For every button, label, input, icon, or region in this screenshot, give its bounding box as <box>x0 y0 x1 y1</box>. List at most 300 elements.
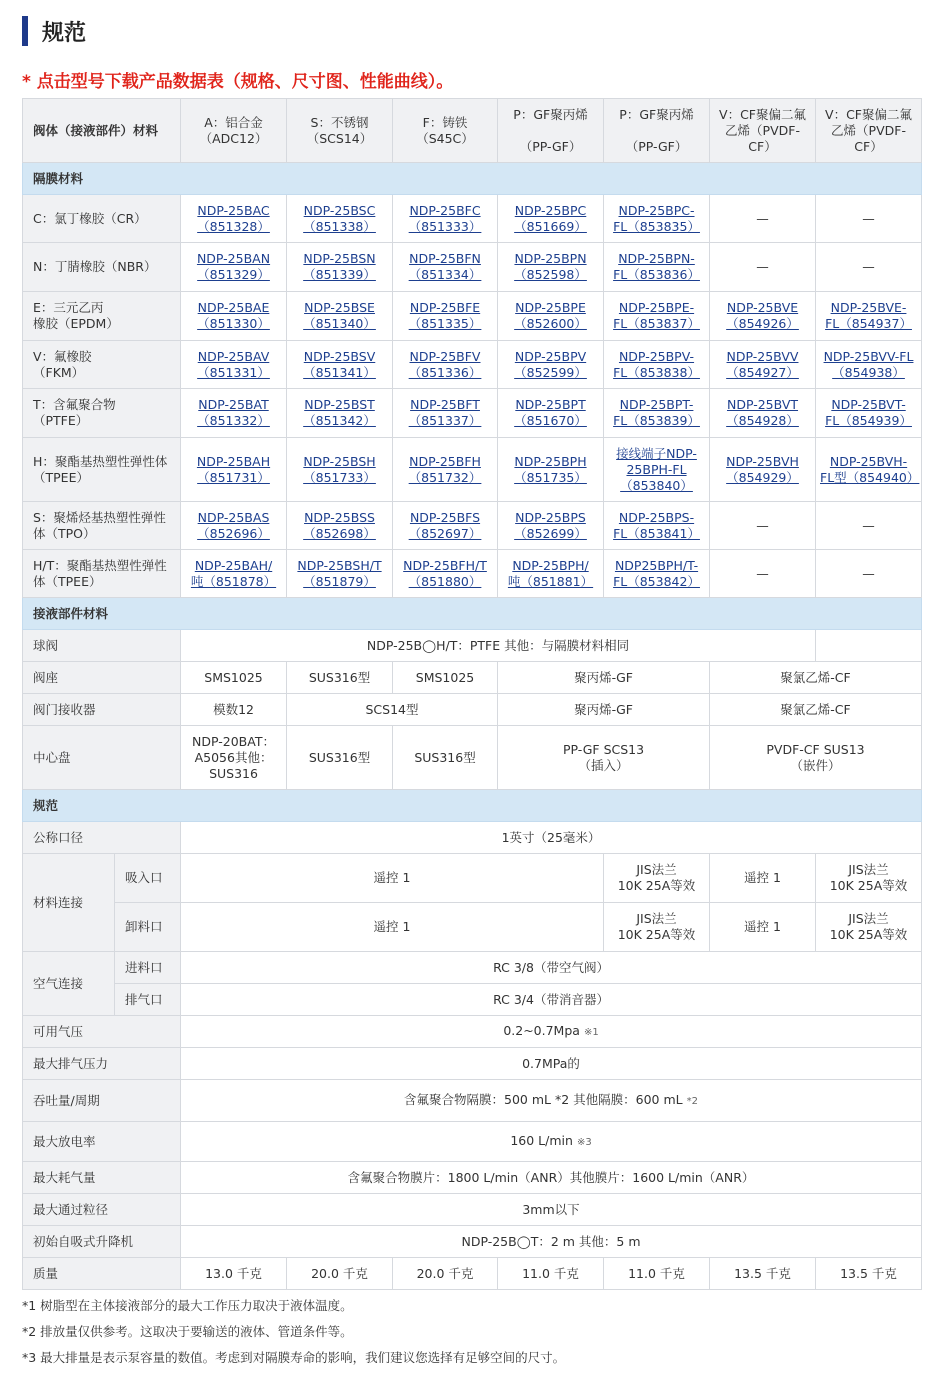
cell-text-line: 体（TPEE） <box>33 573 102 589</box>
row-label: 质量 <box>23 1258 181 1290</box>
model-link-cell[interactable] <box>816 292 922 341</box>
table-cell: 模数12 <box>181 694 287 726</box>
material-column-header <box>710 99 816 163</box>
mass-value: 20.0 千克 <box>393 1258 498 1290</box>
cell-text-line: CF） <box>854 138 883 154</box>
model-link-text[interactable]: FL（853841） <box>613 525 700 541</box>
model-link-text[interactable]: （851334） <box>408 267 482 282</box>
max-discharge-row <box>23 1048 922 1080</box>
cell-text-line: — <box>862 517 875 533</box>
model-link-cell[interactable] <box>710 292 816 341</box>
model-link-text[interactable]: NDP-25BVE- <box>830 300 907 315</box>
cell-text-line: （ADC12） <box>199 130 268 146</box>
diaphragm-row <box>23 341 922 389</box>
model-link-text[interactable]: （851732） <box>408 469 482 485</box>
model-link-cell[interactable] <box>393 502 498 550</box>
table-cell: SUS316型 <box>287 726 393 790</box>
model-link-text[interactable]: NDP-25BSE <box>304 300 375 315</box>
ball-valve-value: NDP-25B◯H/T：PTFE 其他：与隔膜材料相同 <box>181 630 816 662</box>
cell-text-line: — <box>862 259 875 274</box>
model-link-text[interactable]: （852699） <box>514 525 587 541</box>
model-link-text[interactable]: NDP-25BPC <box>514 202 587 218</box>
model-link-cell[interactable] <box>287 550 393 598</box>
table-cell: SUS316型 <box>287 662 393 694</box>
row-label: 最大放电率 <box>23 1122 181 1162</box>
model-link-cell[interactable] <box>393 243 498 292</box>
cell-text-line: P：GF聚丙烯 <box>513 106 588 122</box>
cell-text-line: JIS法兰 <box>848 862 889 877</box>
cell-text-line: （嵌件） <box>790 757 841 773</box>
model-link-cell[interactable] <box>287 292 393 341</box>
section-specification <box>23 790 922 822</box>
model-link-text[interactable]: （851733） <box>303 469 376 485</box>
table-cell <box>181 726 287 790</box>
model-link-text[interactable]: （851333） <box>408 218 482 234</box>
table-cell <box>816 854 922 903</box>
cell-text-line: PP-GF SCS13 <box>562 741 645 757</box>
table-cell: SMS1025 <box>393 662 498 694</box>
model-link-cell[interactable] <box>604 292 710 341</box>
cell-text-line: 体（TPO） <box>33 525 96 541</box>
table-cell: 聚丙烯-GF <box>498 694 710 726</box>
diaphragm-label <box>23 438 181 502</box>
model-link-cell[interactable] <box>181 438 287 502</box>
model-link-text[interactable]: FL（853835） <box>613 218 700 234</box>
table-cell: 含氟聚合物膜片：1800 L/min（ANR）其他膜片：1600 L/min（ANR） <box>181 1162 922 1194</box>
model-link-cell[interactable] <box>604 195 710 243</box>
table-cell: NDP-25B◯T：2 m 其他：5 m <box>181 1226 922 1258</box>
not-available-cell <box>816 550 922 598</box>
model-link-text[interactable]: FL（853836） <box>613 267 700 282</box>
mass-value: 20.0 千克 <box>287 1258 393 1290</box>
ball-valve-row <box>23 630 922 662</box>
cell-text-line: JIS法兰 <box>848 911 889 926</box>
header-row <box>23 99 922 163</box>
model-link-cell[interactable] <box>287 438 393 502</box>
model-link-text[interactable]: NDP-25BAH <box>196 453 271 469</box>
cell-text-line: JIS法兰 <box>636 862 677 877</box>
table-cell <box>604 903 710 952</box>
cell-text-line: F：铸铁 <box>422 114 468 130</box>
cell-text-line: A：铝合金 <box>204 114 263 130</box>
model-link-cell[interactable] <box>181 502 287 550</box>
model-link-text[interactable]: NDP-25BAN <box>196 251 271 266</box>
spec-table <box>22 98 922 1290</box>
center-disk-row <box>23 726 922 790</box>
cell-text-line: SUS316 <box>209 765 258 781</box>
not-available-cell <box>816 502 922 550</box>
cell-text-line: 10K 25A等效 <box>617 927 696 942</box>
model-link-text[interactable]: （851341） <box>303 364 376 380</box>
section-wetted-parts <box>23 598 922 630</box>
model-link-text[interactable]: NDP-25BFV <box>409 348 481 364</box>
model-link-text[interactable]: NDP-25BAT <box>198 397 269 412</box>
table-cell: RC 3/4（带消音器） <box>181 984 922 1016</box>
row-label: 空气连接 <box>23 952 115 1016</box>
model-link-text[interactable]: 吨（851881） <box>507 573 594 589</box>
model-link-cell[interactable] <box>498 550 604 598</box>
model-link-text[interactable]: FL（853838） <box>613 364 700 380</box>
max-particle-row <box>23 1194 922 1226</box>
download-notice: * 点击型号下载产品数据表（规格、尺寸图、性能曲线）。 <box>22 72 454 92</box>
model-link-text[interactable]: FL（853839） <box>613 413 700 428</box>
model-link-cell[interactable] <box>181 292 287 341</box>
cell-text-line: （TPEE） <box>33 469 89 485</box>
cell-text-line: H：聚酯基热塑性弹性体 <box>33 453 168 469</box>
model-link-text[interactable]: FL（853837） <box>613 316 700 331</box>
model-link-text[interactable]: NDP-25BSV <box>303 348 376 364</box>
row-label: 阀座 <box>23 662 181 694</box>
model-link-text[interactable]: NDP-25BAH/ <box>194 557 273 573</box>
footnote: *2 排放量仅供参考。这取决于要输送的液体、管道条件等。 <box>22 1324 353 1339</box>
table-cell <box>498 726 710 790</box>
model-link-cell[interactable] <box>604 550 710 598</box>
inlet-row <box>23 854 922 903</box>
model-link-cell[interactable] <box>393 438 498 502</box>
cell-text-line: （PP-GF） <box>625 138 688 154</box>
cell-text-line: 10K 25A等效 <box>829 878 908 893</box>
diaphragm-label <box>23 502 181 550</box>
model-link-cell[interactable] <box>604 438 710 502</box>
row-label: 公称口径 <box>23 822 181 854</box>
diaphragm-label <box>23 292 181 341</box>
model-link-cell[interactable] <box>181 550 287 598</box>
table-cell: 聚氯乙烯-CF <box>710 662 922 694</box>
footnotes <box>22 1298 921 1366</box>
model-link-text[interactable]: NDP-25BVE <box>726 300 799 315</box>
model-link-text[interactable]: NDP-25BVT <box>726 397 799 412</box>
model-link-text[interactable]: NDP-25BFT <box>410 397 480 412</box>
not-available-cell <box>710 502 816 550</box>
material-column-header <box>393 99 498 163</box>
mass-value: 13.5 千克 <box>816 1258 922 1290</box>
model-link-text[interactable]: （851340） <box>303 316 376 331</box>
model-link-text[interactable]: 25BPH-FL <box>626 461 687 477</box>
model-link-text[interactable]: （851731） <box>197 469 270 485</box>
model-link-text[interactable]: （854928） <box>726 413 799 428</box>
section-title: 规范 <box>23 790 922 822</box>
mass-value: 11.0 千克 <box>498 1258 604 1290</box>
row-label: 初始自吸式升降机 <box>23 1226 181 1258</box>
cell-text-line: T：含氟聚合物 <box>33 397 116 412</box>
model-link-text[interactable]: NDP-25BSH/T <box>297 557 382 573</box>
cell-text-line: （PTFE） <box>33 413 89 428</box>
sub-label: 排气口 <box>115 984 181 1016</box>
model-link-text[interactable]: （851342） <box>303 413 376 428</box>
model-link-text[interactable]: NDP-25BSN <box>303 251 376 266</box>
cell-text-line: 橡胶（EPDM） <box>33 316 119 331</box>
model-link-text[interactable]: NDP-25BFS <box>409 509 481 525</box>
cell-text-line: — <box>756 210 769 226</box>
footnote: *3 最大排量是表示泵容量的数值。考虑到对隔膜寿命的影响，我们建议您选择有足够空间的尺寸。 <box>22 1350 566 1365</box>
model-link-cell[interactable] <box>604 341 710 389</box>
air-consumption-row <box>23 1162 922 1194</box>
model-link-text[interactable]: （851338） <box>303 218 376 234</box>
model-link-text[interactable]: FL（854939） <box>825 413 912 428</box>
model-link-text[interactable]: NDP-25BAC <box>197 202 270 218</box>
model-link-text[interactable]: NDP-25BFH/T <box>403 557 487 573</box>
row-label: 最大通过粒径 <box>23 1194 181 1226</box>
table-cell <box>710 726 922 790</box>
table-cell: 遥控 1 <box>181 854 604 903</box>
diaphragm-row <box>23 292 922 341</box>
model-link-text[interactable]: FL（854937） <box>825 316 912 331</box>
model-link-text[interactable]: NDP-25BPV <box>514 348 587 364</box>
model-link-text[interactable]: （851329） <box>197 267 270 282</box>
model-link-text[interactable]: （851335） <box>408 316 482 331</box>
nominal-row <box>23 822 922 854</box>
model-link-text[interactable]: （854938） <box>832 364 905 380</box>
model-link-text[interactable]: NDP-25BVT- <box>831 397 906 412</box>
cell-text-line: P：GF聚丙烯 <box>619 106 694 122</box>
model-link-cell[interactable] <box>393 550 498 598</box>
model-link-text[interactable]: （852696） <box>197 525 270 541</box>
cell-text-line: （FKM） <box>33 364 85 380</box>
material-column-header <box>816 99 922 163</box>
value-text: 0.2~0.7Mpa <box>503 1022 580 1038</box>
table-cell <box>181 1080 922 1122</box>
model-link-cell[interactable] <box>287 243 393 292</box>
sub-label: 吸入口 <box>115 854 181 903</box>
model-link-text[interactable]: （851735） <box>514 469 587 485</box>
model-link-text[interactable]: NDP-25BPE <box>515 300 586 315</box>
row-label: 可用气压 <box>23 1016 181 1048</box>
model-link-text[interactable]: NDP-25BPC- <box>618 202 695 218</box>
diaphragm-row <box>23 243 922 292</box>
model-link-text[interactable]: 接线端子NDP- <box>616 445 697 461</box>
mass-value: 13.5 千克 <box>710 1258 816 1290</box>
model-link-text[interactable]: （852698） <box>303 525 376 541</box>
value-text: 160 L/min <box>510 1132 573 1148</box>
cell-text-line: C：氯丁橡胶（CR） <box>33 210 147 226</box>
model-link-text[interactable]: （854929） <box>726 469 799 485</box>
diaphragm-row <box>23 502 922 550</box>
cell-text-line: H/T：聚酯基热塑性弹性 <box>33 557 167 573</box>
model-link-text[interactable]: NDP-25BFN <box>409 251 481 266</box>
empty-cell <box>816 630 922 662</box>
mass-row <box>23 1258 922 1290</box>
model-link-text[interactable]: NDP-25BVH <box>726 453 799 469</box>
material-column-header <box>287 99 393 163</box>
diaphragm-row <box>23 389 922 438</box>
mass-value: 11.0 千克 <box>604 1258 710 1290</box>
model-link-text[interactable]: （851669） <box>514 218 587 234</box>
model-link-text[interactable]: NDP-25BPV- <box>618 348 695 364</box>
cell-text-line: — <box>756 259 769 274</box>
table-cell: 遥控 1 <box>181 903 604 952</box>
self-priming-row <box>23 1226 922 1258</box>
model-link-text[interactable]: NDP-25BSC <box>303 202 376 218</box>
cell-text-line: S：聚烯烃基热塑性弹性 <box>33 509 166 525</box>
diaphragm-label <box>23 195 181 243</box>
diaphragm-row <box>23 195 922 243</box>
cell-text-line: CF） <box>748 138 777 154</box>
model-link-text[interactable]: NDP-25BPN- <box>618 251 695 266</box>
model-link-text[interactable]: NDP-25BVV-FL <box>823 348 914 364</box>
cell-text-line: NDP-20BAT： <box>192 733 275 749</box>
model-link-text[interactable]: （852697） <box>408 525 482 541</box>
cell-text-line: 乙烯（PVDF- <box>831 122 906 138</box>
diaphragm-label <box>23 341 181 389</box>
model-link-cell[interactable] <box>393 195 498 243</box>
cell-text-line: 乙烯（PVDF- <box>725 122 800 138</box>
diaphragm-label <box>23 243 181 292</box>
model-link-text[interactable]: NDP-25BPH/ <box>512 557 589 573</box>
model-link-cell[interactable] <box>181 243 287 292</box>
cell-text-line: — <box>756 517 769 533</box>
model-link-cell[interactable] <box>498 502 604 550</box>
footnote: *1 树脂型在主体接液部分的最大工作压力取决于液体温度。 <box>22 1298 353 1313</box>
page-title: 规范 <box>42 20 87 46</box>
cell-text-line: 10K 25A等效 <box>617 878 696 893</box>
model-link-cell[interactable] <box>393 389 498 438</box>
cell-text-line: V：CF聚偏二氟 <box>719 106 806 122</box>
mass-value: 13.0 千克 <box>181 1258 287 1290</box>
section-title: 隔膜材料 <box>23 163 922 195</box>
model-link-text[interactable]: NDP25BPH/T- <box>614 557 699 573</box>
table-cell: 遥控 1 <box>710 854 816 903</box>
model-link-text[interactable]: （851337） <box>408 413 482 428</box>
table-cell: 1英寸（25毫米） <box>181 822 922 854</box>
model-link-text[interactable]: （853840） <box>620 477 693 493</box>
model-link-text[interactable]: NDP-25BFC <box>409 202 481 218</box>
model-link-cell[interactable] <box>816 389 922 438</box>
model-link-text[interactable]: （852598） <box>514 267 587 282</box>
not-available-cell <box>816 195 922 243</box>
model-link-cell[interactable] <box>710 389 816 438</box>
not-available-cell <box>710 195 816 243</box>
value-text: 含氟聚合物隔膜：500 mL *2 其他隔膜：600 mL <box>404 1091 683 1107</box>
model-link-text[interactable]: NDP-25BPT <box>515 397 586 412</box>
model-link-cell[interactable] <box>181 341 287 389</box>
material-column-header <box>498 99 604 163</box>
model-link-cell[interactable] <box>816 438 922 502</box>
model-link-text[interactable]: NDP-25BSS <box>304 509 375 525</box>
model-link-text[interactable]: FL型（854940） <box>820 469 920 485</box>
diaphragm-row <box>23 438 922 502</box>
row-label: 中心盘 <box>23 726 181 790</box>
model-link-cell[interactable] <box>604 389 710 438</box>
valve-seat-row <box>23 662 922 694</box>
model-link-text[interactable]: FL（853842） <box>613 573 700 589</box>
model-link-text[interactable]: 吨（851878） <box>190 573 277 589</box>
model-link-text[interactable]: （851336） <box>408 364 482 380</box>
model-link-cell[interactable] <box>181 195 287 243</box>
model-link-cell[interactable] <box>498 389 604 438</box>
model-link-cell[interactable] <box>181 389 287 438</box>
model-link-text[interactable]: NDP-25BAV <box>197 348 270 364</box>
model-link-text[interactable]: NDP-25BAS <box>197 509 270 525</box>
model-link-cell[interactable] <box>498 292 604 341</box>
model-link-text[interactable]: （851331） <box>197 364 270 380</box>
not-available-cell <box>710 243 816 292</box>
model-link-cell[interactable] <box>604 502 710 550</box>
model-link-text[interactable]: NDP-25BPH <box>514 453 587 469</box>
cell-text-line: — <box>862 565 875 581</box>
model-link-text[interactable]: （854926） <box>726 316 799 331</box>
model-link-text[interactable]: NDP-25BAE <box>197 300 270 315</box>
model-link-cell[interactable] <box>393 341 498 389</box>
valve-receiver-row <box>23 694 922 726</box>
model-link-text[interactable]: （851670） <box>514 413 587 428</box>
model-link-cell[interactable] <box>287 389 393 438</box>
model-link-cell[interactable] <box>498 243 604 292</box>
outlet-row <box>23 903 922 952</box>
table-cell: RC 3/8（带空气阀） <box>181 952 922 984</box>
cell-text-line: S：不锈钢 <box>310 114 369 130</box>
model-link-text[interactable]: NDP-25BSH <box>303 453 376 469</box>
model-link-text[interactable]: （851339） <box>303 267 376 282</box>
model-link-cell[interactable] <box>393 292 498 341</box>
model-link-text[interactable]: （851332） <box>197 413 270 428</box>
sub-label: 进料口 <box>115 952 181 984</box>
model-link-cell[interactable] <box>287 341 393 389</box>
model-link-cell[interactable] <box>287 195 393 243</box>
air-in-row <box>23 952 922 984</box>
cell-text-line: V：氟橡胶 <box>33 348 92 364</box>
not-available-cell <box>710 550 816 598</box>
body-material-header: 阀体（接液部件）材料 <box>23 99 181 163</box>
model-link-text[interactable]: （851330） <box>197 316 270 331</box>
section-diaphragm <box>23 163 922 195</box>
max-flow-row <box>23 1122 922 1162</box>
model-link-text[interactable]: NDP-25BPN <box>514 251 587 266</box>
model-link-text[interactable]: NDP-25BVH- <box>829 453 908 469</box>
model-link-text[interactable]: （852599） <box>514 364 587 380</box>
model-link-cell[interactable] <box>498 341 604 389</box>
model-link-cell[interactable] <box>498 195 604 243</box>
model-link-text[interactable]: NDP-25BPT- <box>619 397 694 412</box>
volume-row <box>23 1080 922 1122</box>
table-cell: 遥控 1 <box>710 903 816 952</box>
model-link-text[interactable]: NDP-25BPS- <box>618 509 695 525</box>
table-cell: SMS1025 <box>181 662 287 694</box>
model-link-cell[interactable] <box>816 341 922 389</box>
model-link-text[interactable]: （851328） <box>197 218 270 234</box>
row-label: 阀门接收器 <box>23 694 181 726</box>
table-cell <box>181 1016 922 1048</box>
model-link-text[interactable]: NDP-25BVV <box>726 348 799 364</box>
model-link-cell[interactable] <box>710 438 816 502</box>
model-link-text[interactable]: NDP-25BFH <box>409 453 481 469</box>
model-link-cell[interactable] <box>604 243 710 292</box>
cell-text-line: — <box>756 565 769 581</box>
cell-text-line: （SCS14） <box>306 130 373 146</box>
model-link-text[interactable]: NDP-25BST <box>304 397 375 412</box>
diaphragm-label <box>23 550 181 598</box>
model-link-cell[interactable] <box>710 341 816 389</box>
model-link-cell[interactable] <box>287 502 393 550</box>
air-ex-row <box>23 984 922 1016</box>
footnote-mark: ※1 <box>583 1026 599 1038</box>
usable-pressure-row <box>23 1016 922 1048</box>
footnote-mark: ※3 <box>576 1136 592 1148</box>
model-link-text[interactable]: （851880） <box>408 573 482 589</box>
model-link-text[interactable]: NDP-25BFE <box>409 300 481 315</box>
model-link-cell[interactable] <box>498 438 604 502</box>
table-cell <box>181 1122 922 1162</box>
model-link-text[interactable]: （851879） <box>303 573 376 589</box>
cell-text-line: — <box>862 210 875 226</box>
section-title: 接液部件材料 <box>23 598 922 630</box>
model-link-text[interactable]: （852600） <box>514 316 587 331</box>
model-link-text[interactable]: NDP-25BPE- <box>618 300 695 315</box>
model-link-text[interactable]: NDP-25BPS <box>515 509 586 525</box>
material-column-header <box>604 99 710 163</box>
row-label: 最大排气压力 <box>23 1048 181 1080</box>
cell-text-line: V：CF聚偏二氟 <box>825 106 912 122</box>
model-link-text[interactable]: （854927） <box>726 364 799 380</box>
